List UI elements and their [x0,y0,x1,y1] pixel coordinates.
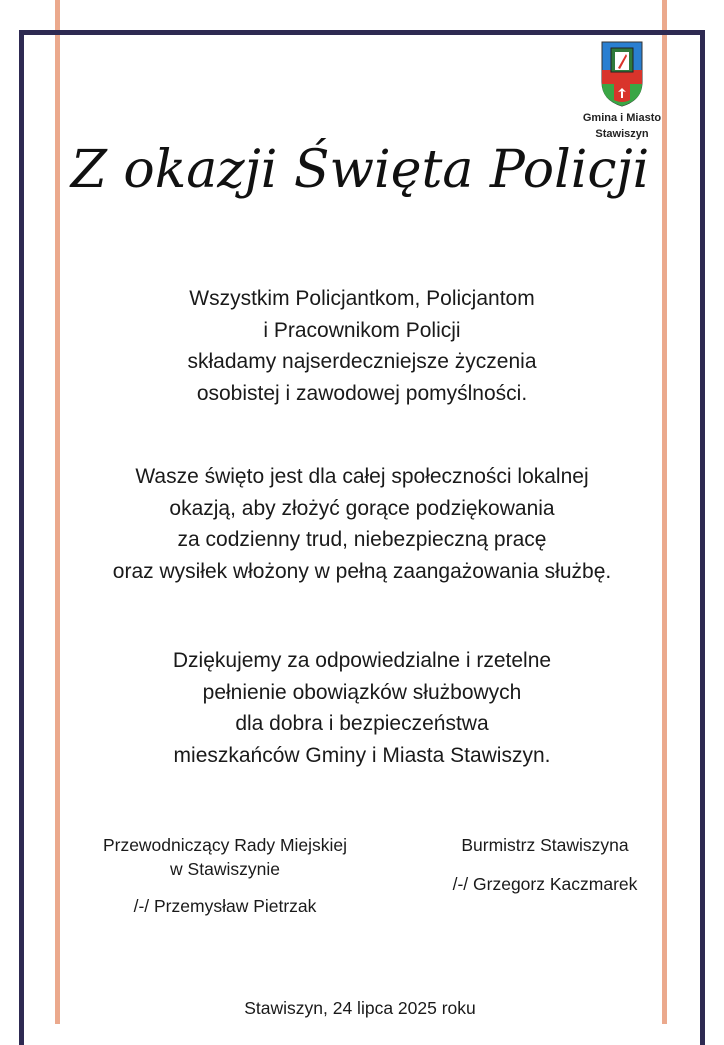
signature-role: Przewodniczący Rady Miejskiej [102,835,348,855]
paragraph-line: mieszkańców Gminy i Miasta Stawiszyn. [173,743,551,767]
signature-mayor [420,833,670,896]
page-title: Z okazji Święta Policji [70,140,650,200]
paragraph-line: oraz wysiłek włożony w pełną zaangażowania służbę. [112,559,612,583]
thanks-paragraph [62,645,662,771]
paragraph-line: pełnienie obowiązków służbowych [202,680,522,704]
paragraph-line: Dziękujemy za odpowiedzialne i rzetelne [172,649,552,672]
signature-name: /-/ Przemysław Pietrzak [133,896,317,916]
paragraph-line: Wasze święto jest dla całej społeczności lokalnej [135,465,589,488]
signature-council-chairman [75,833,375,918]
paragraph-line: okazją, aby złożyć gorące podziękowania [169,496,555,520]
logo-text-line1: Gmina i Miasto [582,112,662,124]
signature-name: /-/ Grzegorz Kaczmarek [452,874,638,894]
coat-of-arms-logo [572,40,672,140]
paragraph-line: Wszystkim Policjantkom, Policjantom [189,287,535,310]
signature-role: w Stawiszynie [170,859,280,879]
gratitude-paragraph [62,461,662,587]
greeting-paragraph [62,283,662,409]
paragraph-line: składamy najserdeczniejsze życzenia [187,350,537,373]
paragraph-line: i Pracownikom Policji [263,318,461,342]
paragraph-line: za codzienny trud, niebezpieczną pracę [177,528,547,551]
paragraph-line: osobistej i zawodowej pomyślności. [196,381,528,405]
logo-text-line2: Stawiszyn [595,128,649,140]
coat-of-arms-icon [600,40,644,108]
signature-role: Burmistrz Stawiszyna [461,835,629,855]
paragraph-line: dla dobra i bezpieczeństwa [235,712,489,735]
place-and-date: Stawiszyn, 24 lipca 2025 roku [244,998,476,1018]
